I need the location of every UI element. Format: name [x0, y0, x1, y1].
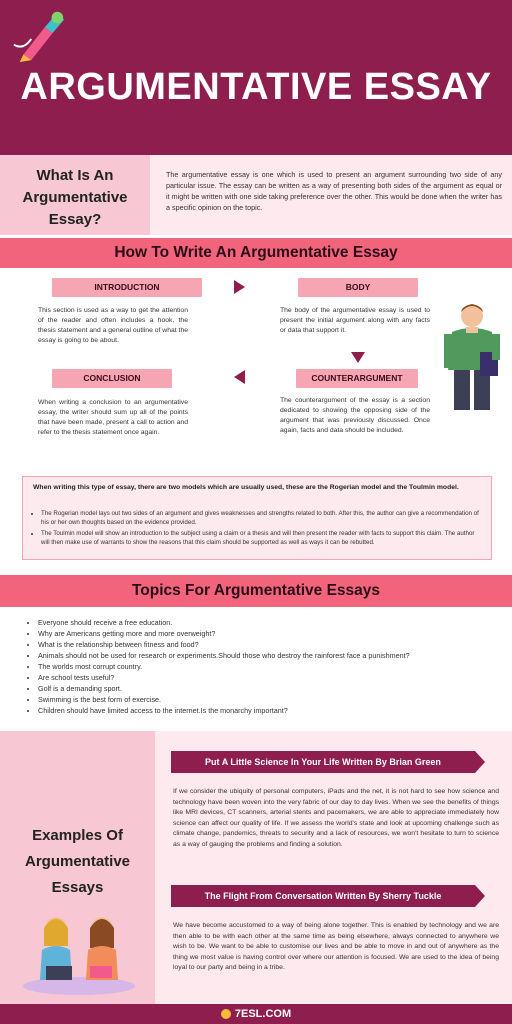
footer [0, 1004, 512, 1024]
what-is-section [0, 155, 512, 235]
students-reading-illustration-icon [20, 906, 138, 996]
list-item: • The Toulmin model will show an introduction to the subject using a claim or a thesis and will then present the reader with facts to support this claim. The author will then make use of warrants to show the reasons that this claim should be supported as well as ways it can be rebutted. [41, 529, 481, 547]
list-item: • Children should have limited access to the internet.Is the monarchy important? [38, 705, 498, 716]
models-lead: When writing this type of essay, there are two models which are usually used, these are the Rogerian model and the Toulmin model. [33, 484, 459, 491]
example-1-text: If we consider the ubiquity of personal computers, iPads and the net, it is not hard to see how science and technology have been woven into the very fabric of our day to day lives. When we see the benefits of things like MRI devices, CT scanners, arterial stents and pacemakers, we are able to appreciate immediately how science can affect our quality of life. If we assess the world's state and look at upcoming challenge such as climate change, pandemics, threats to security and a lack of resources, we won't hesitate to turn to science as a way of gauging the problems and finding a solution. [173, 788, 499, 848]
what-is-text-panel [150, 155, 512, 235]
example-2-title: The Flight From Conversation Written By Sherry Tuckle [171, 885, 475, 907]
example-2-text: We have become accustomed to a way of being alone together. This is enabled by technology and we are then able to be with each other at the same time as being elsewhere, always connected to anywhere we wish to be. We want to be able to customise our lives and be able to move in and out of anywhere as the thing we most value is having control over where our attention is focused. We are used to the idea of being loyal to our party and being in a tribe. [173, 922, 499, 971]
body-label: BODY [298, 278, 418, 297]
topics-heading-band [0, 575, 512, 607]
site-logo[interactable] [221, 1007, 291, 1021]
introduction-text: This section is used as a way to get the attention of the reader and often includes a hook, the thesis statement and a general outline of what the essay is going to be about. [38, 307, 189, 344]
examples-section [0, 731, 512, 1004]
counterargument-text: The counterargument of the essay is a section dedicated to showing the opposing side of the argument that was previously discussed. Once again, facts and data should be included. [280, 397, 430, 434]
what-is-heading: What Is An Argumentative Essay? [22, 167, 128, 228]
models-box [22, 476, 492, 560]
examples-content-panel [155, 731, 512, 1004]
list-item: • The worlds most corrupt country. [38, 661, 498, 672]
list-item: • Why are Americans getting more and more overweight? [38, 628, 498, 639]
introduction-label: INTRODUCTION [52, 278, 202, 297]
lightbulb-icon [221, 1009, 231, 1019]
topics-heading: Topics For Argumentative Essays [131, 582, 381, 599]
arrow-right-icon [234, 280, 245, 294]
page-title: ARGUMENTATIVE ESSAY [20, 66, 492, 108]
list-item: • Golf is a demanding sport. [38, 683, 498, 694]
example-1-title: Put A Little Science In Your Life Written By Brian Green [171, 751, 475, 773]
student-illustration-icon [440, 300, 506, 412]
examples-heading-panel [0, 731, 155, 1004]
what-is-heading-panel [0, 155, 150, 235]
how-to-heading: How To Write An Argumentative Essay [114, 244, 398, 261]
how-to-heading-band [0, 238, 512, 268]
list-item: • The Rogerian model lays out two sides of an argument and gives weaknesses and strengths related to both. After this, the author can give a recommendation of his or her own thoughts based on the evidence provided. [41, 509, 481, 527]
list-item: • Are school tests useful? [38, 672, 498, 683]
list-item: • Animals should not be used for research or experiments.Should those who destroy the rainforest face a punishment? [38, 650, 498, 661]
conclusion-text: When writing a conclusion to an argumentative essay, the writer should sum up all of the points that have been made, present a call to action and refer to the thesis statement once again. [38, 399, 188, 436]
arrow-down-icon [351, 352, 365, 363]
pen-nib-icon [10, 6, 68, 64]
examples-heading: Examples Of Argumentative Essays [24, 827, 131, 896]
body-text: The body of the argumentative essay is used to present the initial argument along with any facts or data that support it. [280, 307, 430, 334]
site-logo-text: 7ESL.COM [234, 1008, 292, 1020]
arrow-left-icon [234, 370, 245, 384]
models-list [41, 509, 481, 549]
topics-section [0, 607, 512, 730]
conclusion-label: CONCLUSION [52, 369, 172, 388]
list-item: • What is the relationship between fitness and food? [38, 639, 498, 650]
what-is-text: The argumentative essay is one which is used to present an argument surrounding two side of any particular issue. The essay can be written as a way of presenting both sides of the argument as equal or it might be written with one side taking preference over the other. This would be done when the writer has a specific opinion on the topic. [166, 170, 502, 212]
header-banner [0, 0, 512, 155]
topics-list [38, 617, 498, 716]
counterargument-label: COUNTERARGUMENT [296, 369, 418, 388]
list-item: • Everyone should receive a free education. [38, 617, 498, 628]
list-item: • Swimming is the best form of exercise. [38, 694, 498, 705]
